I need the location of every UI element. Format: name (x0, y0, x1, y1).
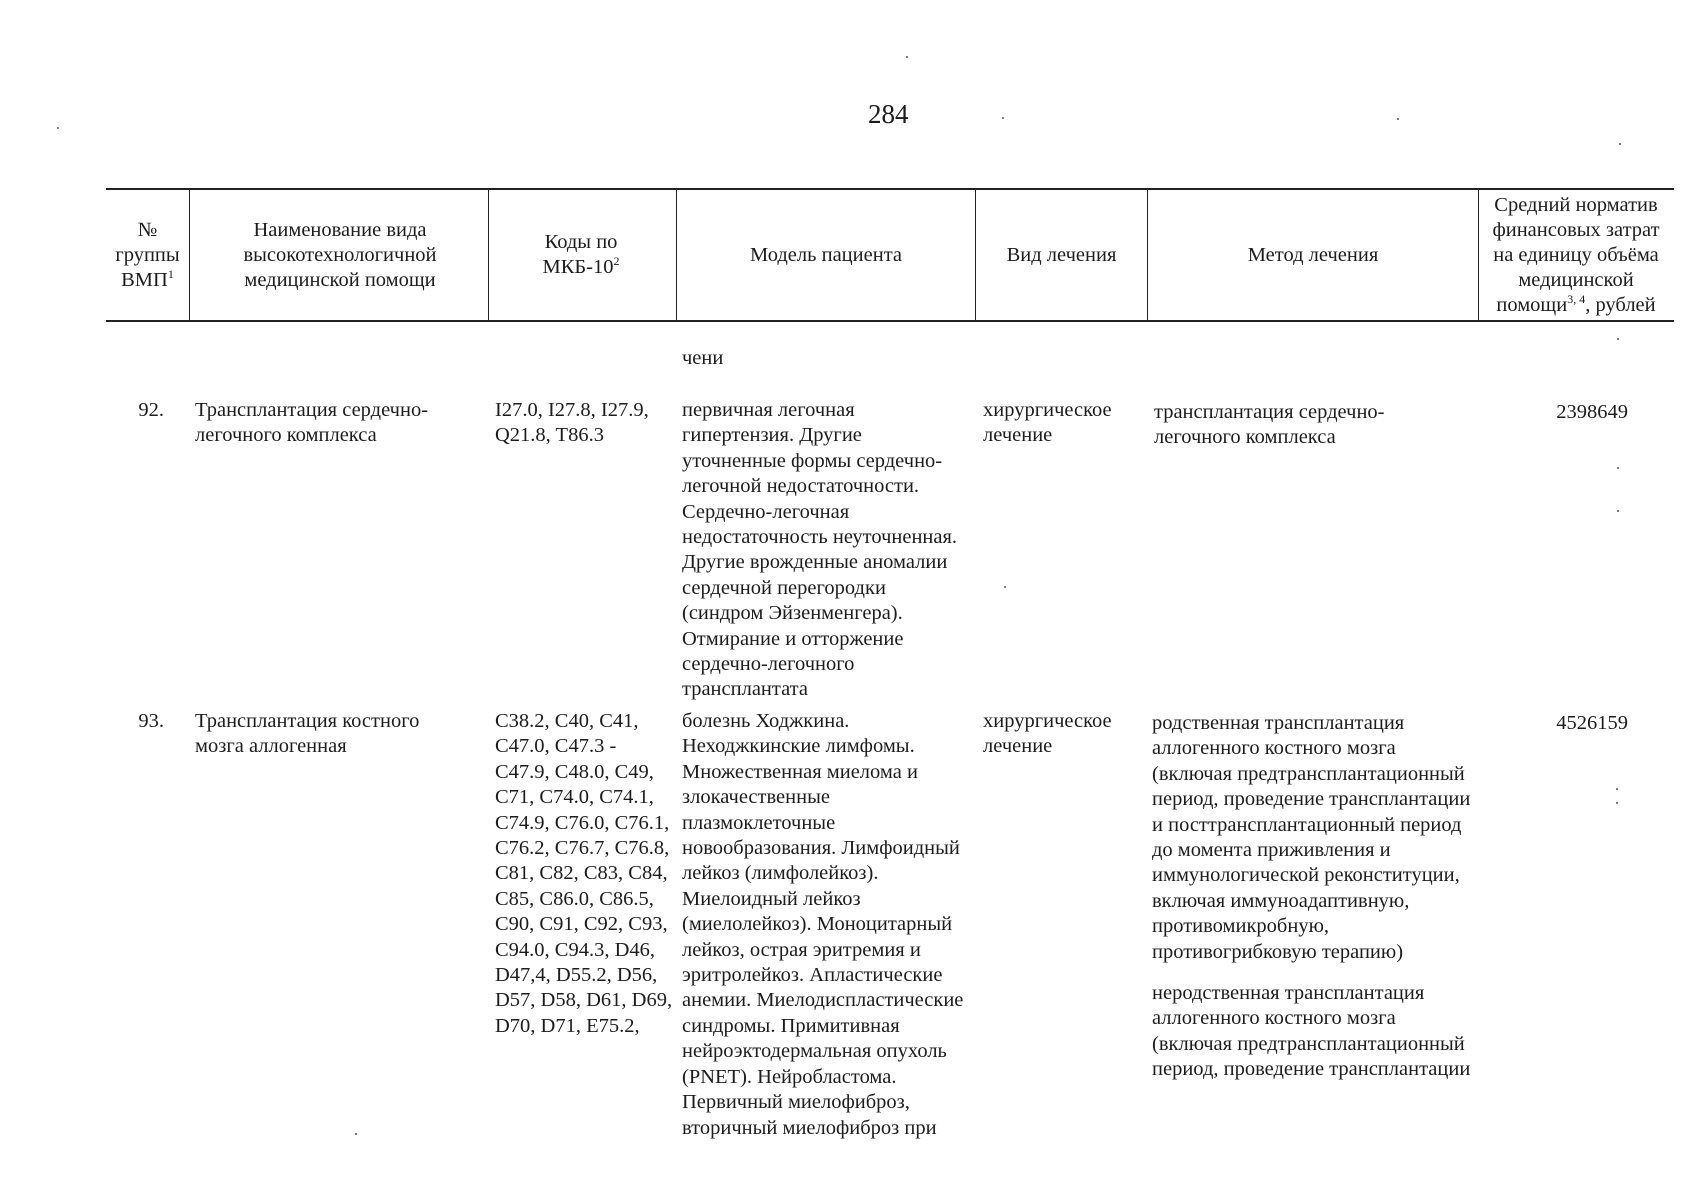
scan-speck (1617, 467, 1619, 469)
header-cost: Средний норматив финансовых затрат на единицу объёма медицинской помощи$^{3, 4}$, рублей (1492, 193, 1660, 316)
scan-speck (1617, 338, 1619, 340)
scan-speck (1619, 143, 1621, 145)
row-patient-model: болезнь Ходжкина. Неходжкинские лимфомы. Множественная миелома и злокачественные плазмоклеточные новообразования. Лимфоидный лейкоз (лимфолейкоз). Миелоидный лейкоз (миелолейкоз). Моноцитарный лейкоз, острая эритремия и эритролейкоз. Апластические анемии. Миелодиспластические синдромы. Примитивная нейроэктодермальная опухоль (PNET). Нейробластома. Первичный миелофиброз, вторичный миелофиброз при (682, 710, 964, 1139)
scan-speck (1617, 510, 1619, 512)
scan-speck (1004, 586, 1006, 588)
row-treatment-method: родственная трансплантация аллогенного костного мозга (включая предтрансплантационный период, проведение трансплантации и посттрансплантационный период до момента приживления и иммунологической реконституции, включая иммуноадаптивную, противомикробную, противогрибковую терапию) неродственная трансплантация аллогенного костного мозга (включая предтрансплантационный период, проведение трансплантации (1152, 712, 1471, 1081)
column-divider (1147, 188, 1148, 322)
header-treatment-method: Метод лечения (1247, 243, 1379, 266)
row-patient-model: первичная легочная гипертензия. Другие уточненные формы сердечно- легочной недостаточности. Сердечно-легочная недостаточность неуточненная. Другие врожденные аномалии сердечной перегородки (синдром Эйзенменгера). Отмирание и отторжение сердечно-легочного трансплантата (682, 399, 958, 701)
row-treatment-method: трансплантация сердечно-легочного комплекса (1154, 401, 1385, 449)
row-number: 92. (138, 399, 164, 421)
row-name: Трансплантация сердечно-легочного комплекса (195, 399, 429, 447)
row-treatment-type: хирургическое лечение (983, 399, 1112, 447)
column-divider (189, 188, 190, 322)
row-codes: I27.0, I27.8, I27.9, Q21.8, T86.3 (495, 399, 649, 447)
row-codes: C38.2, C40, C41, C47.0, C47.3 - C47.9, C48.0, C49, C71, C74.0, C74.1, C74.9, C76.0, C76.1, C76.2, C76.7, C76.8, C81, C82, C83, C84, C85, C86.0, C86.5, C90, C91, C92, C93, C94.0, C94.3, D46, D47,4, D55.2, D56, D57, D58, D61, D69, D70, D71, E75.2, (495, 710, 673, 1037)
scan-speck (355, 1133, 357, 1135)
column-divider (488, 188, 489, 322)
header-group-number: № группы ВМП$^1$ (115, 218, 180, 291)
row-cost: 2398649 (1556, 401, 1628, 423)
row-number: 93. (138, 710, 164, 732)
row-treatment-type: хирургическое лечение (983, 710, 1112, 758)
row-name: Трансплантация костного мозга аллогенная (195, 710, 420, 758)
scan-speck (1616, 802, 1618, 804)
header-patient-model: Модель пациента (750, 243, 902, 266)
header-treatment-type: Вид лечения (1006, 243, 1117, 266)
page-number: 284 (868, 99, 909, 129)
row-cost: 4526159 (1556, 712, 1628, 734)
scan-speck (57, 127, 59, 129)
header-codes: Коды по МКБ-$10^2$ (542, 231, 620, 278)
column-divider (676, 188, 677, 322)
scan-speck (1397, 118, 1399, 120)
column-divider (1478, 188, 1479, 322)
scan-speck (906, 56, 908, 58)
header-name: Наименование вида высокотехнологичной медицинской помощи (243, 218, 437, 291)
scan-speck (1616, 788, 1618, 790)
continuation-text: чени (682, 347, 724, 369)
column-divider (975, 188, 976, 322)
scan-speck (1002, 117, 1004, 119)
